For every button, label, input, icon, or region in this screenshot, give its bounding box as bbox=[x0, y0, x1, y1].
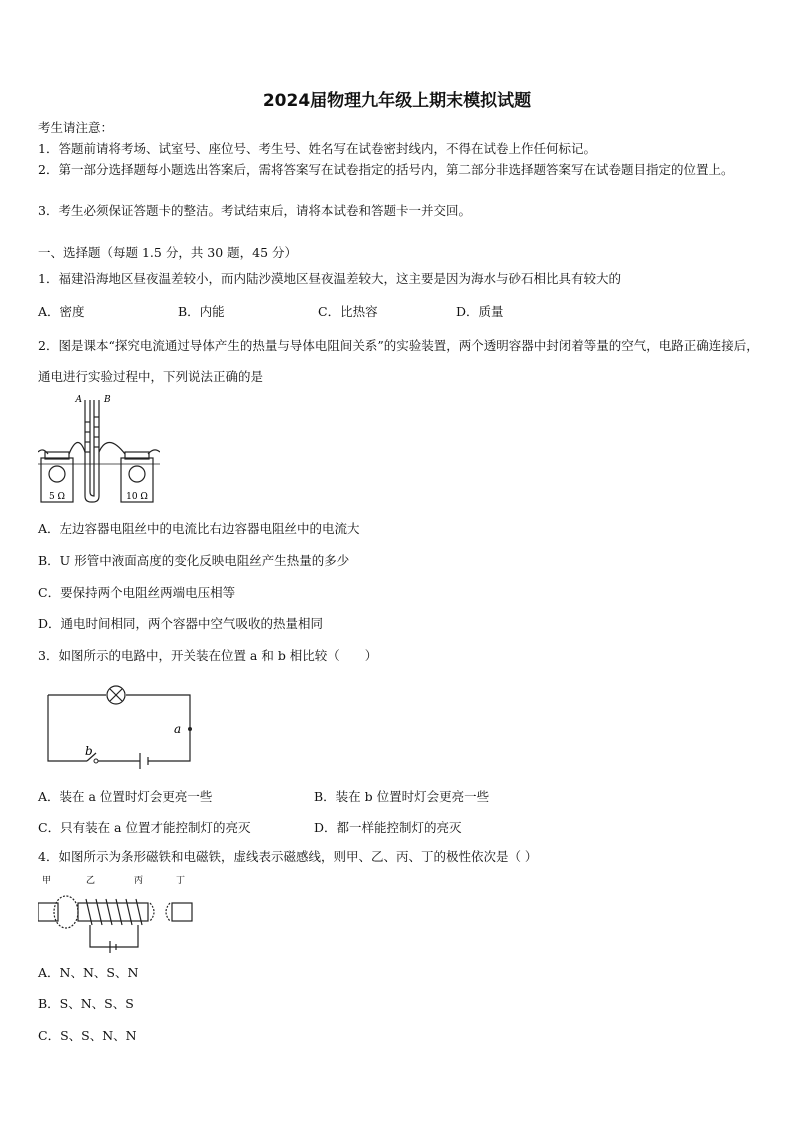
question-2-option-a: A．左边容器电阻丝中的电流比右边容器电阻丝中的电流大 bbox=[38, 521, 360, 536]
tube-label-b: B bbox=[104, 395, 111, 405]
question-3-option-d: D．都一样能控制灯的亮灭 bbox=[314, 820, 462, 835]
question-3-option-c: C．只有装在 a 位置才能控制灯的亮灭 bbox=[38, 820, 251, 835]
question-3-stem: 3．如图所示的电路中，开关装在位置 a 和 b 相比较（ ） bbox=[38, 648, 378, 663]
question-1-option-a: A．密度 bbox=[38, 304, 85, 319]
question-4-option-b: B．S、N、S、S bbox=[38, 996, 134, 1011]
figure-magnets bbox=[38, 873, 198, 953]
label-yi: 乙 bbox=[86, 876, 96, 886]
question-3-option-b: B．装在 b 位置时灯会更亮一些 bbox=[314, 789, 490, 804]
figure-circuit bbox=[40, 683, 200, 773]
question-4-stem: 4．如图所示为条形磁铁和电磁铁，虚线表示磁感线，则甲、乙、丙、丁的极性依次是（ ） bbox=[38, 849, 538, 864]
page-title: 2024届物理九年级上期末模拟试题 bbox=[262, 91, 532, 111]
label-jia: 甲 bbox=[42, 876, 52, 886]
question-1-option-d: D．质量 bbox=[456, 304, 504, 319]
question-4-option-c: C．S、S、N、N bbox=[38, 1028, 137, 1043]
label-ding: 丁 bbox=[176, 876, 186, 886]
question-1-option-b: B．内能 bbox=[178, 304, 225, 319]
point-b-label: b bbox=[85, 744, 93, 758]
section-heading: 一、选择题（每题 1.5 分，共 30 题，45 分） bbox=[38, 245, 298, 260]
notice-item-1: 1．答题前请将考场、试室号、座位号、考生号、姓名写在试卷密封线内，不得在试卷上作任何标记。 bbox=[38, 141, 596, 156]
switch-icon bbox=[94, 759, 98, 763]
question-4-option-a: A．N、N、S、N bbox=[38, 965, 139, 980]
question-2-stem: 2．图是课本“探究电流通过导体产生的热量与导体电阻间关系”的实验装置，两个透明容器中封闭着等量的空气，电路正确连接后，通电进行实验过程中，下列说法正确的是 bbox=[38, 338, 759, 384]
question-1-option-c: C．比热容 bbox=[318, 304, 378, 319]
tube-label-a: A bbox=[75, 395, 82, 405]
u-tube-icon bbox=[85, 400, 99, 502]
notice-item-2: 2．第一部分选择题每小题选出答案后，需将答案写在试卷指定的括号内，第二部分非选择题答案写在试卷题目指定的位置上。 bbox=[38, 162, 734, 177]
notice-item-3: 3．考生必须保证答题卡的整洁。考试结束后，请将本试卷和答题卡一并交回。 bbox=[38, 203, 471, 218]
resistor-label-10: 10 Ω bbox=[126, 492, 148, 502]
point-a-label: a bbox=[174, 722, 182, 736]
point-a-dot bbox=[188, 727, 192, 731]
figure-heat-experiment bbox=[38, 392, 160, 506]
question-2-option-d: D．通电时间相同，两个容器中空气吸收的热量相同 bbox=[38, 616, 324, 631]
question-2-option-b: B．U 形管中液面高度的变化反映电阻丝产生热量的多少 bbox=[38, 553, 350, 568]
resistor-label-5: 5 Ω bbox=[48, 492, 66, 502]
question-1-stem: 1．福建沿海地区昼夜温差较小，而内陆沙漠地区昼夜温差较大，这主要是因为海水与砂石相比具有较大的 bbox=[38, 271, 621, 286]
notice-heading: 考生请注意： bbox=[38, 120, 114, 135]
question-3-option-a: A．装在 a 位置时灯会更亮一些 bbox=[38, 789, 213, 804]
question-2-option-c: C．要保持两个电阻丝两端电压相等 bbox=[38, 585, 236, 600]
label-bing: 丙 bbox=[134, 876, 144, 886]
